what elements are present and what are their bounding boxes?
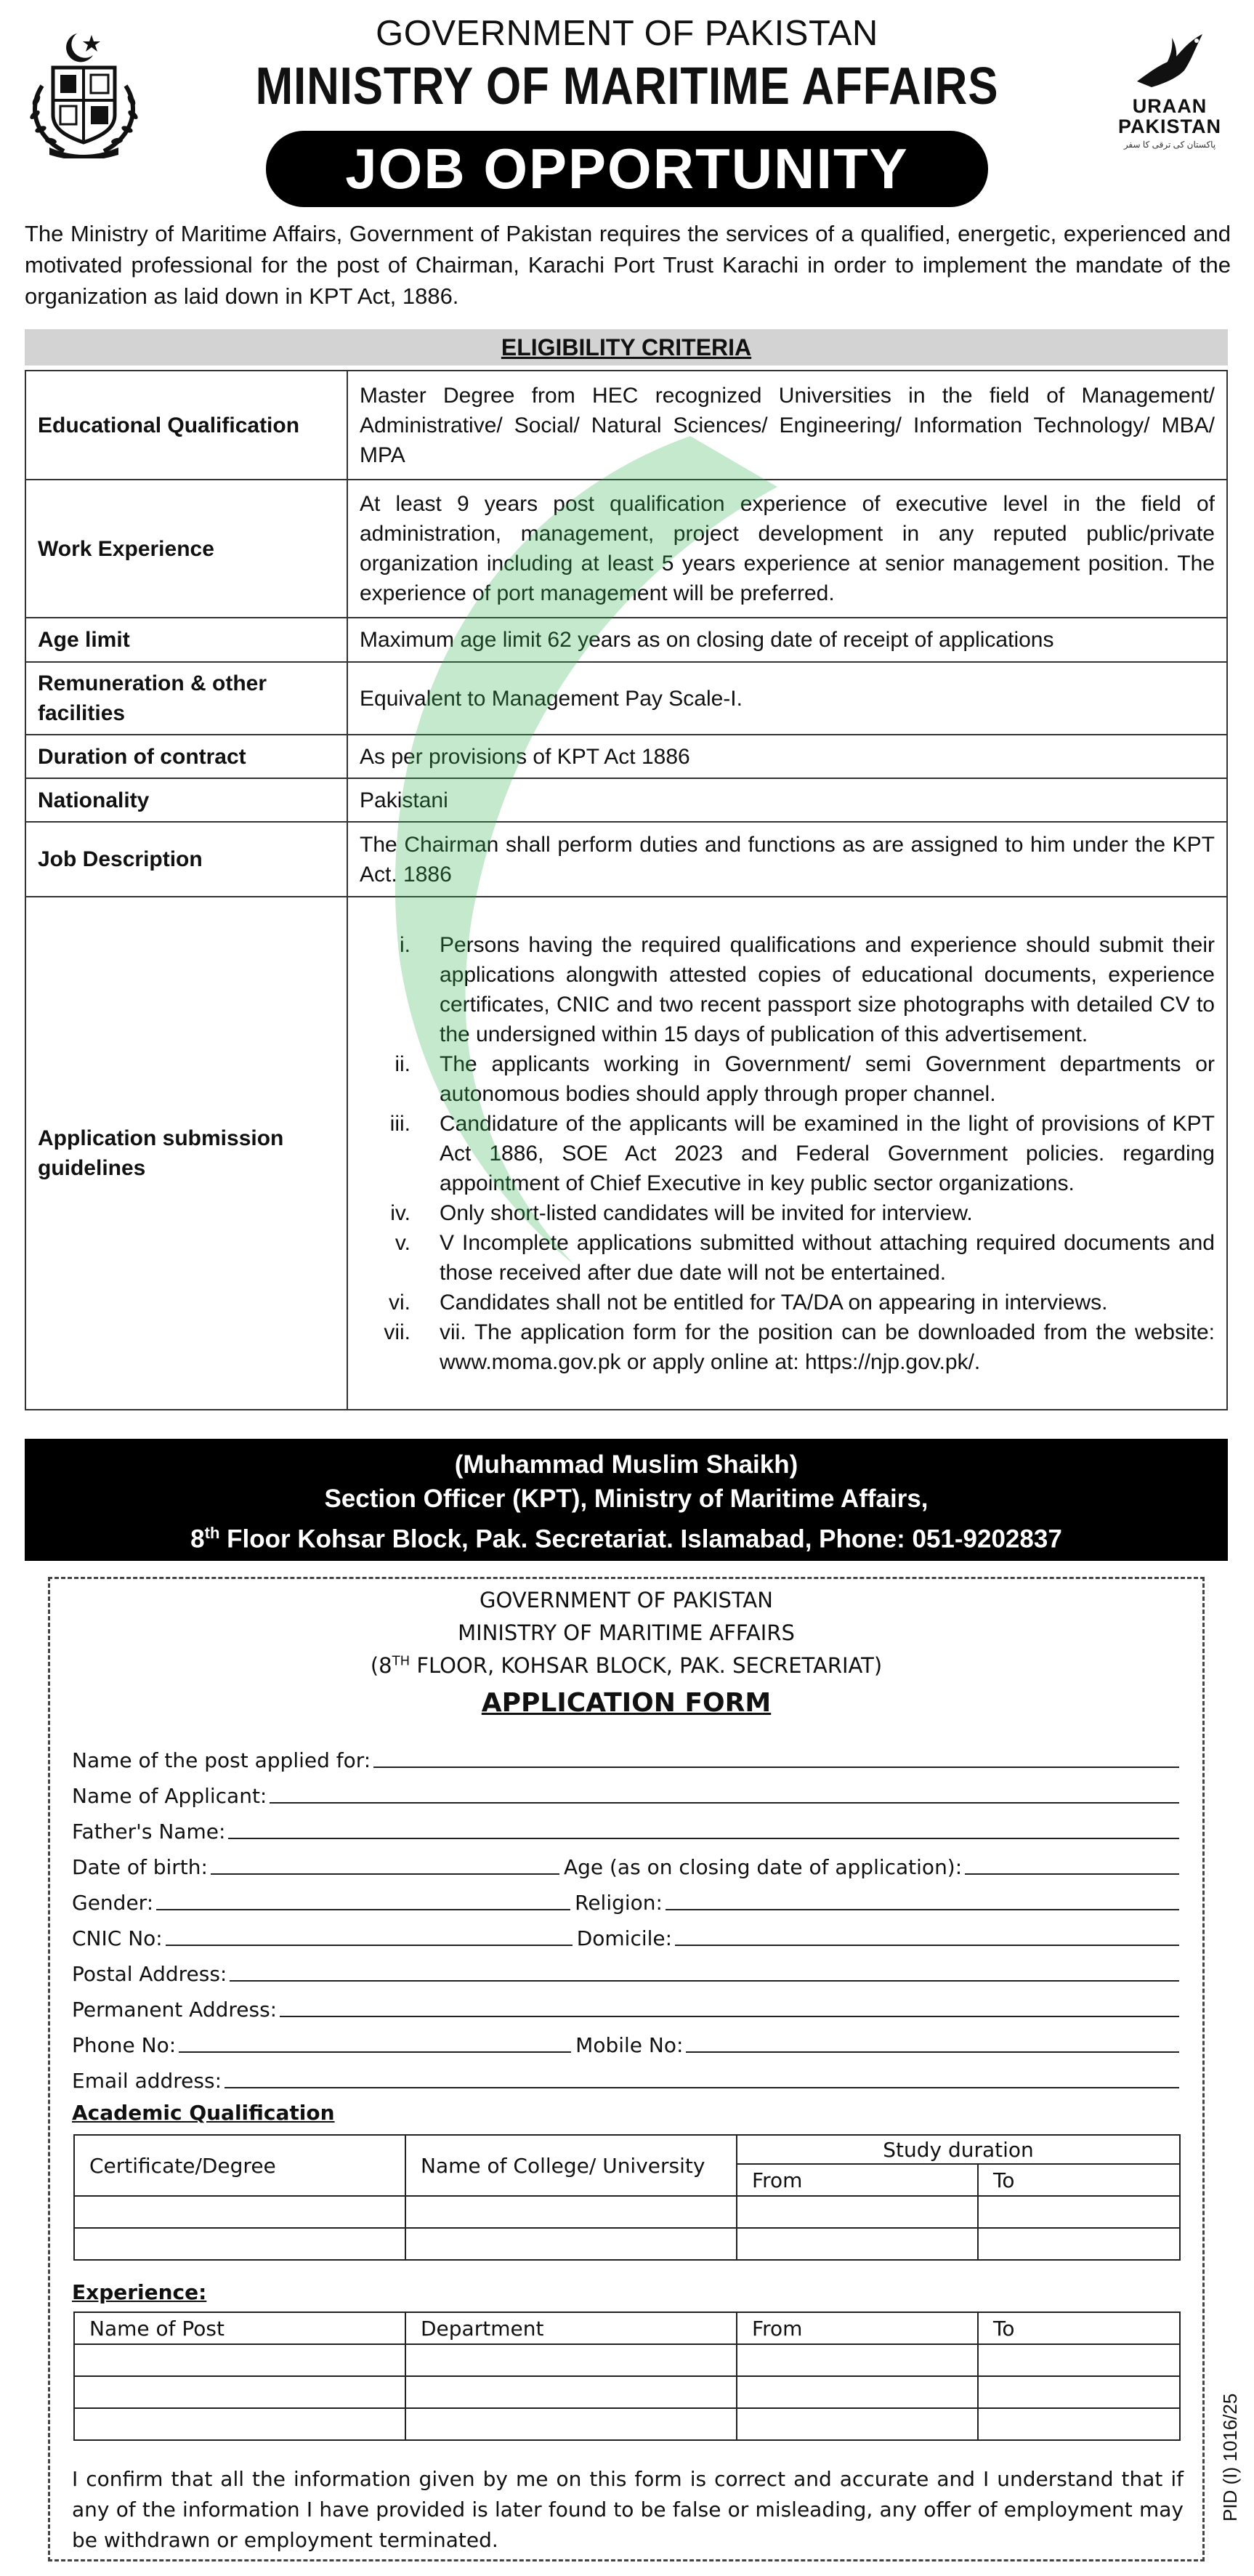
mobile-field[interactable] (686, 2032, 1179, 2053)
table-header-row (74, 2312, 1180, 2344)
religion-label: Religion: (575, 1891, 663, 1915)
uraan-pakistan-logo (1104, 31, 1235, 161)
table-cell[interactable] (978, 2408, 1180, 2440)
form-title: APPLICATION FORM (481, 1688, 772, 1718)
table-cell[interactable] (737, 2344, 978, 2376)
uraan-tagline: پاکستان کی ترقی کا سفر (1123, 140, 1216, 150)
permanent-address-row (72, 1997, 1184, 2022)
domicile-field[interactable] (675, 1926, 1179, 1946)
permanent-address-label: Permanent Address: (72, 1998, 278, 2022)
table-row (25, 618, 1227, 662)
table-cell[interactable] (737, 2408, 978, 2440)
domicile-label: Domicile: (576, 1926, 673, 1950)
email-row (72, 2068, 1184, 2093)
criteria-label: Remuneration & other facilities (25, 662, 347, 735)
criteria-value: Equivalent to Management Pay Scale-I. (347, 662, 1227, 735)
ministry-title: MINISTRY OF MARITIME AFFAIRS (255, 57, 999, 116)
post-applied-field[interactable] (373, 1748, 1179, 1768)
table-cell[interactable] (978, 2228, 1180, 2260)
table-row (25, 897, 1227, 1410)
list-item: vii. vii. The application form for the position can be downloaded from the website: www.moma.gov.pk or apply online at: https://njp.gov.pk/. (384, 1320, 1215, 1374)
dob-label: Date of birth: (72, 1855, 208, 1879)
table-row (74, 2196, 1180, 2228)
dob-field[interactable] (211, 1854, 559, 1875)
father-name-label: Father's Name: (72, 1820, 226, 1844)
cnic-field[interactable] (166, 1926, 573, 1946)
job-opportunity-banner: JOB OPPORTUNITY (266, 131, 988, 207)
column-header: From (737, 2312, 978, 2344)
email-field[interactable] (224, 2068, 1179, 2088)
form-address: (8TH FLOOR, KOHSAR BLOCK, PAK. SECRETARIAT) (370, 1653, 883, 1678)
list-item: iii. Candidature of the applicants will be examined in the light of provisions of KPT Act 1886, SOE Act 2023 and Federal Government policies. regarding appointment of Chief Executive in key public sector organizations. (389, 1111, 1215, 1195)
criteria-value: As per provisions of KPT Act 1886 (347, 735, 1227, 778)
criteria-value: Pakistani (347, 778, 1227, 822)
applicant-name-field[interactable] (270, 1783, 1179, 1804)
table-cell[interactable] (74, 2344, 405, 2376)
age-label: Age (as on closing date of application): (563, 1855, 963, 1879)
confirmation-statement: I confirm that all the information given by me on this form is correct and accurate and I understand that if any of the information I have provided is later found to be false or misleading, any offer of employment may be withdrawn or employment terminated. (72, 2467, 1184, 2552)
list-item: i. Persons having the required qualifications and experience should submit their applications alongwith attested copies of educational documents, experience certificates, CNIC and two recent passport size photographs with detailed CV to the undersigned within 15 days of publication of this advertisement. (400, 932, 1215, 1046)
email-label: Email address: (72, 2069, 222, 2093)
table-cell[interactable] (405, 2344, 737, 2376)
post-applied-label: Name of the post applied for: (72, 1748, 371, 1772)
academic-heading: Academic Qualification (72, 2101, 335, 2125)
officer-address: 8th Floor Kohsar Block, Pak. Secretariat. Islamabad, Phone: 051-9202837 (190, 1524, 1062, 1554)
eligibility-heading-text: ELIGIBILITY CRITERIA (501, 334, 752, 360)
criteria-label: Age limit (25, 618, 347, 662)
cnic-label: CNIC No: (72, 1926, 163, 1950)
column-header: Department (405, 2312, 737, 2344)
table-row (74, 2376, 1180, 2408)
table-cell[interactable] (737, 2228, 978, 2260)
gender-label: Gender: (72, 1891, 154, 1915)
table-row (74, 2408, 1180, 2440)
cnic-domicile-row (72, 1926, 1184, 1950)
experience-table (73, 2311, 1181, 2441)
column-header: Name of Post (74, 2312, 405, 2344)
father-name-field[interactable] (228, 1819, 1179, 1839)
experience-heading: Experience: (72, 2280, 207, 2304)
uraan-word: URAAN (1132, 95, 1208, 117)
postal-address-field[interactable] (230, 1961, 1179, 1982)
uraan-bird-icon (1130, 31, 1210, 96)
form-government: GOVERNMENT OF PAKISTAN (480, 1588, 773, 1612)
post-applied-row (72, 1748, 1184, 1772)
criteria-label: Job Description (25, 822, 347, 897)
table-row (74, 2228, 1180, 2260)
list-item: iv. Only short-listed candidates will be invited for interview. (390, 1200, 973, 1225)
criteria-value: Master Degree from HEC recognized Universities in the field of Management/ Administrative/ Social/ Natural Sciences/ Engineering/ Information Technology/ MBA/ MPA (347, 371, 1227, 480)
gender-field[interactable] (156, 1890, 570, 1910)
pid-number: PID (I) 1016/25 (1219, 2393, 1241, 2522)
mobile-label: Mobile No: (575, 2033, 684, 2057)
column-header: To (978, 2164, 1180, 2196)
list-item: v. V Incomplete applications submitted without attaching required documents and those received after due date will not be entertained. (395, 1230, 1215, 1285)
table-cell[interactable] (74, 2376, 405, 2408)
permanent-address-field[interactable] (280, 1997, 1179, 2017)
phone-mobile-row (72, 2032, 1184, 2057)
father-name-row (72, 1819, 1184, 1844)
list-item: vi. Candidates shall not be entitled for TA/DA on appearing in interviews. (389, 1290, 1108, 1315)
list-item: ii. The applicants working in Government/ semi Government departments or autonomous bodies should apply through proper channel. (395, 1051, 1215, 1106)
table-cell[interactable] (74, 2408, 405, 2440)
table-row (25, 778, 1227, 822)
advertisement-header (0, 0, 1254, 211)
table-row (25, 662, 1227, 735)
criteria-label: Nationality (25, 778, 347, 822)
gender-religion-row (72, 1890, 1184, 1915)
column-header: Certificate/Degree (74, 2135, 405, 2196)
officer-name: (Muhammad Muslim Shaikh) (454, 1450, 798, 1479)
table-cell[interactable] (978, 2376, 1180, 2408)
applicant-name-row (72, 1783, 1184, 1808)
applicant-name-label: Name of Applicant: (72, 1784, 267, 1808)
intro-paragraph: The Ministry of Maritime Affairs, Government of Pakistan requires the services of a qualified, energetic, experienced and motivated professional for the post of Chairman, Karachi Port Trust Karachi in order to implement the mandate of the organization as laid down in KPT Act, 1886. (25, 221, 1231, 309)
application-form (48, 1577, 1205, 2561)
table-cell[interactable] (74, 2196, 405, 2228)
criteria-label: Application submission guidelines (25, 897, 347, 1410)
dob-age-row (72, 1854, 1184, 1879)
criteria-label: Educational Qualification (25, 371, 347, 480)
column-header: Name of College/ University (405, 2135, 737, 2196)
table-row (25, 371, 1227, 480)
table-cell[interactable] (737, 2196, 978, 2228)
guidelines-list-cell (347, 897, 1227, 1410)
table-row (25, 480, 1227, 618)
table-cell[interactable] (405, 2196, 737, 2228)
academic-table (73, 2134, 1181, 2261)
table-cell[interactable] (978, 2196, 1180, 2228)
eligibility-table (25, 370, 1228, 1410)
phone-label: Phone No: (72, 2033, 177, 2057)
table-cell[interactable] (405, 2376, 737, 2408)
pakistan-word: PAKISTAN (1118, 116, 1221, 137)
table-row (74, 2344, 1180, 2376)
criteria-value: The Chairman shall perform duties and functions as are assigned to him under the KPT Act. 1886 (347, 822, 1227, 897)
table-header-row (74, 2135, 1180, 2164)
form-ministry: MINISTRY OF MARITIME AFFAIRS (458, 1620, 795, 1645)
age-field[interactable] (965, 1854, 1179, 1875)
column-header: Study duration (737, 2135, 1180, 2164)
table-cell[interactable] (405, 2228, 737, 2260)
postal-address-label: Postal Address: (72, 1962, 227, 1986)
religion-field[interactable] (666, 1890, 1179, 1910)
criteria-value: At least 9 years post qualification experience of executive level in the field of administration, management, project development in any reputed public/private organization including at least 5 years experience at senior management position. The experience of port management will be preferred. (347, 480, 1227, 618)
table-cell[interactable] (737, 2376, 978, 2408)
criteria-value: Maximum age limit 62 years as on closing date of receipt of applications (347, 618, 1227, 662)
column-header: To (978, 2312, 1180, 2344)
contact-block (25, 1439, 1228, 1561)
guidelines-list (360, 930, 1215, 1377)
table-row (25, 822, 1227, 897)
table-cell[interactable] (74, 2228, 405, 2260)
column-header: From (737, 2164, 978, 2196)
criteria-label: Duration of contract (25, 735, 347, 778)
government-title: GOVERNMENT OF PAKISTAN (376, 14, 878, 53)
table-cell[interactable] (405, 2408, 737, 2440)
table-cell[interactable] (978, 2344, 1180, 2376)
phone-field[interactable] (179, 2032, 571, 2053)
table-row (25, 735, 1227, 778)
postal-address-row (72, 1961, 1184, 1986)
officer-designation: Section Officer (KPT), Ministry of Maritime Affairs, (324, 1485, 929, 1513)
criteria-label: Work Experience (25, 480, 347, 618)
eligibility-heading (25, 329, 1228, 366)
